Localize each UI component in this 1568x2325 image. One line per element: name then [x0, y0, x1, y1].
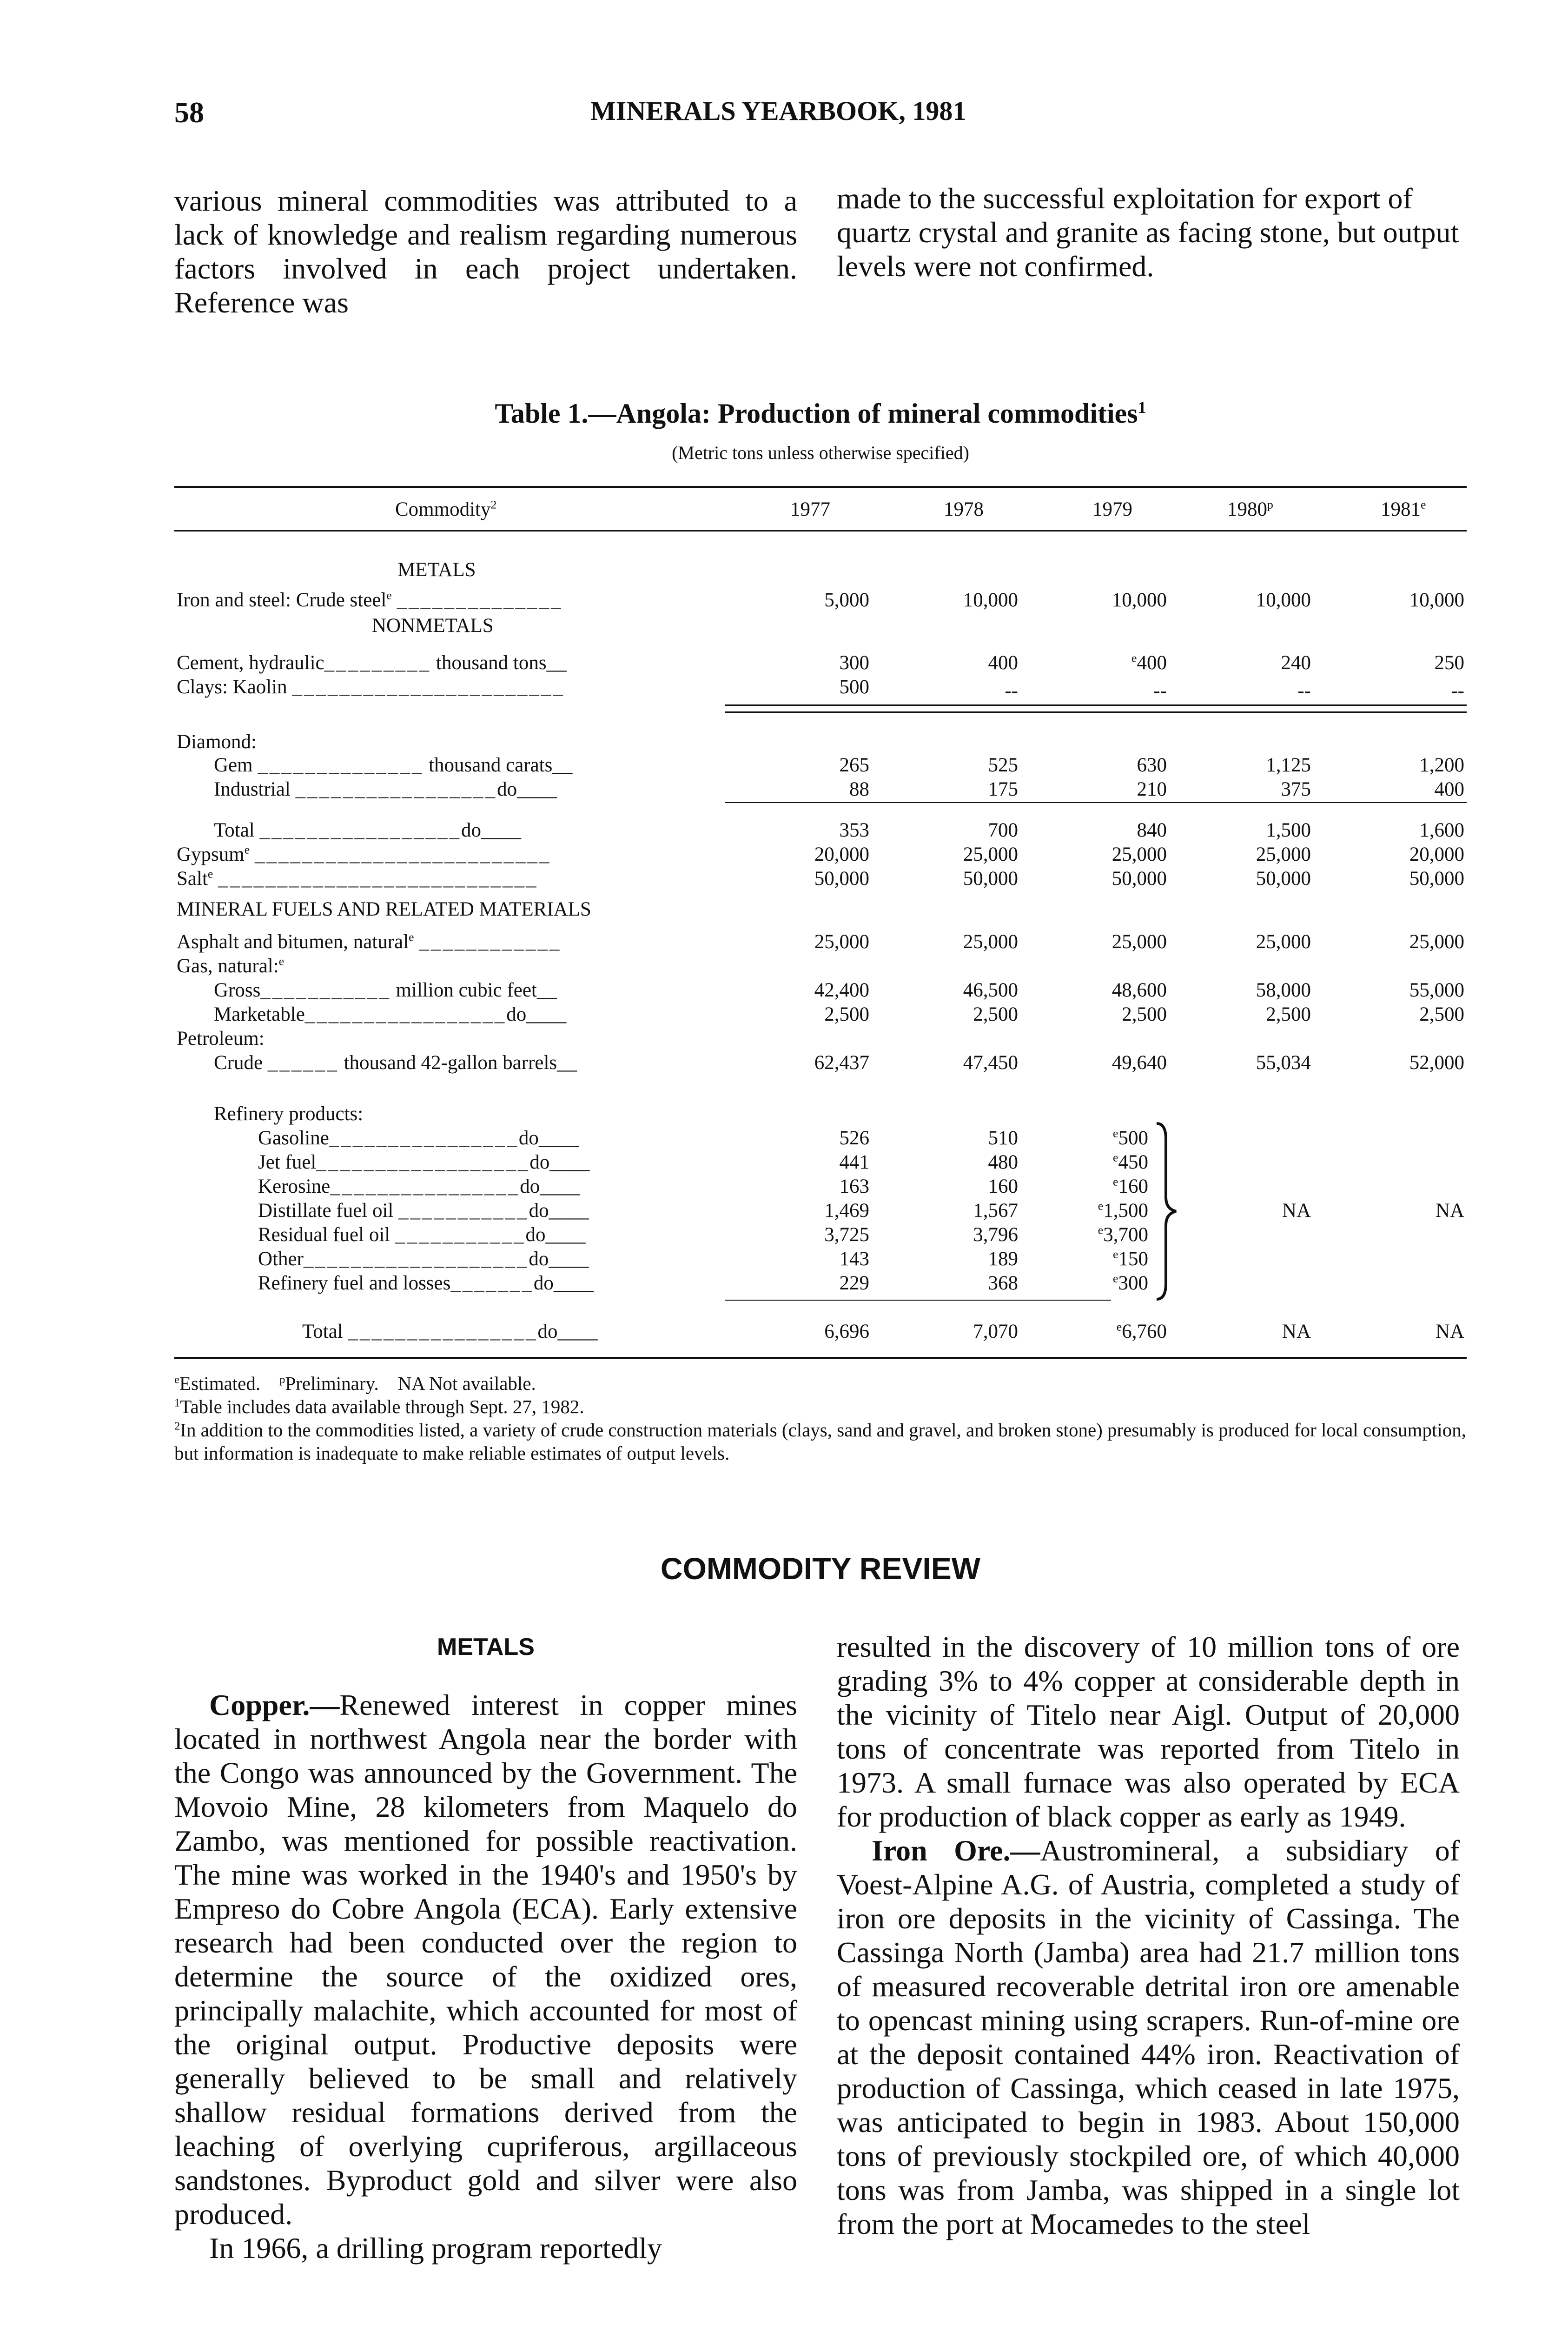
- salt-1979: 50,000: [1111, 868, 1167, 890]
- iron-1979: 10,000: [1111, 589, 1167, 611]
- asphalt-1981: 25,000: [1409, 931, 1464, 953]
- diamond-total-1977: 353: [839, 819, 869, 841]
- product-label: Refinery fuel and losses_______do____: [258, 1272, 594, 1294]
- table-top-rule: [174, 486, 1467, 488]
- product-1978: 189: [988, 1248, 1018, 1270]
- heading-metals: METALS: [397, 559, 476, 581]
- row-marketable-label: Marketable_________________do____: [214, 1003, 567, 1025]
- products-1981-na: NA: [1435, 1200, 1464, 1222]
- gem-1979: 630: [1137, 754, 1167, 776]
- col-header-1979: 1979: [1092, 498, 1132, 520]
- product-1978: 3,796: [973, 1224, 1018, 1246]
- gypsum-1980: 25,000: [1256, 844, 1311, 865]
- clays-1979: --: [1153, 680, 1167, 702]
- copper-continued: resulted in the discovery of 10 million tons of ore grading 3% to 4% copper at considerable depth in the vicinity of Titelo near Aigl. Output of 20,000 tons of concentrate was reported from Titelo in 1973. A small furnace was also operated by ECA for production of black copper as early as 1949.: [837, 1630, 1460, 1833]
- col-header-commodity: Commodity$^2$: [395, 498, 497, 520]
- iron-1978: 10,000: [963, 589, 1018, 611]
- review-right-column: [837, 1630, 1460, 2241]
- product-1977: 3,725: [824, 1224, 869, 1246]
- gross-1981: 55,000: [1409, 979, 1464, 1001]
- intro-left-column: [174, 184, 797, 319]
- heading-fuels: MINERAL FUELS AND RELATED MATERIALS: [177, 898, 591, 920]
- product-1978: 160: [988, 1176, 1018, 1197]
- gross-1977: 42,400: [814, 979, 869, 1001]
- product-1979: $^e$3,700: [1098, 1223, 1148, 1246]
- iron-1977: 5,000: [824, 589, 869, 611]
- cement-1977: 300: [839, 652, 869, 674]
- col-header-1978: 1978: [944, 498, 984, 520]
- clays-1977: 500: [839, 676, 869, 698]
- cement-1980: 240: [1281, 652, 1311, 674]
- table-title-text: Table 1.—Angola: Production of mineral commodities: [495, 398, 1138, 429]
- diamond-total-1979: 840: [1137, 819, 1167, 841]
- diamond-total-1978: 700: [988, 819, 1018, 841]
- col-header-1981: 1981e: [1381, 498, 1426, 520]
- refinery-total-1980: NA: [1282, 1321, 1311, 1342]
- marketable-1978: 2,500: [973, 1003, 1018, 1025]
- product-1979: $^e$160: [1113, 1175, 1148, 1197]
- row-crude-label: Crude ______ thousand 42-gallon barrels__: [214, 1052, 577, 1074]
- iron-ore-runin: Iron Ore.—: [872, 1834, 1040, 1867]
- product-1979: $^e$150: [1113, 1247, 1148, 1270]
- col-header-1980: 1980$^p$: [1227, 498, 1273, 520]
- industrial-1978: 175: [988, 778, 1018, 800]
- footnote-1: $^1$Table includes data available through Sept. 27, 1982.: [174, 1396, 584, 1417]
- table-title: [174, 398, 1467, 430]
- gem-1977: 265: [839, 754, 869, 776]
- products-1980-na: NA: [1282, 1200, 1311, 1222]
- product-1978: 368: [988, 1272, 1018, 1294]
- crude-1980: 55,034: [1256, 1052, 1311, 1074]
- diamond-subtotal-rule: [725, 802, 1467, 803]
- product-label: Kerosine________________do____: [258, 1176, 580, 1197]
- row-gem-label: Gem ______________ thousand carats__: [214, 754, 573, 776]
- col-header-1977: 1977: [790, 498, 830, 520]
- clays-1980: --: [1297, 680, 1311, 702]
- product-1979: $^e$450: [1113, 1150, 1148, 1173]
- product-1977: 1,469: [824, 1200, 869, 1222]
- iron-1980: 10,000: [1256, 589, 1311, 611]
- salt-1977: 50,000: [814, 868, 869, 890]
- product-1978: 510: [988, 1127, 1018, 1149]
- asphalt-1978: 25,000: [963, 931, 1018, 953]
- product-1977: 143: [839, 1248, 869, 1270]
- industrial-1980: 375: [1281, 778, 1311, 800]
- row-petroleum-label: Petroleum:: [177, 1028, 265, 1050]
- marketable-1977: 2,500: [824, 1003, 869, 1025]
- product-1979: $^e$500: [1113, 1126, 1148, 1149]
- product-1979: $^e$300: [1113, 1271, 1148, 1294]
- salt-1980: 50,000: [1256, 868, 1311, 890]
- page-number: 58: [174, 96, 204, 129]
- section-title-commodity-review: COMMODITY REVIEW: [660, 1551, 981, 1586]
- crude-1981: 52,000: [1409, 1052, 1464, 1074]
- gross-1979: 48,600: [1111, 979, 1167, 1001]
- gross-1980: 58,000: [1256, 979, 1311, 1001]
- product-1979: $^e$1,500: [1098, 1199, 1148, 1222]
- iron-ore-paragraph: Iron Ore.—Austromineral, a subsidiary of Voest-Alpine A.G. of Austria, completed a study of iron ore deposits in the vicinity of Cassinga. The Cassinga North (Jamba) area had 21.7 million tons of measured recoverable detrital iron ore amenable to opencast mining using scrapers. Run-of-mine ore at the deposit contained 44% iron. Reactivation of production of Cassinga, which ceased in late 1975, was anticipated to begin in 1983. About 150,000 tons of previously stockpiled ore, of which 40,000 tons was from Jamba, was shipped in a single lot from the port at Mocamedes to the steel: [837, 1834, 1460, 2240]
- product-label: Residual fuel oil ___________do____: [258, 1224, 586, 1246]
- row-gross-label: Gross___________ million cubic feet__: [214, 979, 557, 1001]
- row-gas-label: Gas, natural:$^e$: [177, 954, 284, 977]
- clays-1981: --: [1451, 680, 1464, 702]
- row-asphalt-label: Asphalt and bitumen, natural$^e$ ____________: [177, 930, 562, 953]
- diamond-total-1980: 1,500: [1266, 819, 1311, 841]
- gypsum-1978: 25,000: [963, 844, 1018, 865]
- copper-paragraph: Copper.—Renewed interest in copper mines located in northwest Angola near the border with the Congo was announced by the Government. The Movoio Mine, 28 kilometers from Maquelo do Zambo, was mentioned for possible reactivation. The mine was worked in the 1940's and 1950's by Empreso do Cobre Angola (ECA). Early extensive research had been conducted over the region to determine the source of the oxidized ores, principally malachite, which accounted for most of the original output. Productive deposits were generally believed to be small and relatively shallow residual formations derived from the leaching of overlying cupriferous, argillaceous sandstones. Byproduct gold and silver were also produced.: [174, 1688, 797, 2231]
- row-salt-label: Salt$^e$ ___________________________: [177, 867, 538, 890]
- intro-left-text: various mineral commodities was attributed to a lack of knowledge and realism regarding numerous factors involved in each project undertaken. Reference was: [174, 184, 797, 319]
- asphalt-1977: 25,000: [814, 931, 869, 953]
- product-1977: 229: [839, 1272, 869, 1294]
- gem-1981: 1,200: [1419, 754, 1464, 776]
- table-header-rule: [174, 530, 1467, 531]
- clays-1978: --: [1005, 680, 1018, 702]
- heading-nonmetals: NONMETALS: [372, 615, 494, 637]
- crude-1979: 49,640: [1111, 1052, 1167, 1074]
- row-clays-label: Clays: Kaolin _______________________: [177, 676, 565, 698]
- product-1977: 163: [839, 1176, 869, 1197]
- running-title: MINERALS YEARBOOK, 1981: [590, 96, 966, 126]
- industrial-1981: 400: [1434, 778, 1464, 800]
- industrial-1977: 88: [849, 778, 869, 800]
- cement-1981: 250: [1434, 652, 1464, 674]
- refinery-total-1978: 7,070: [973, 1321, 1018, 1342]
- diamond-total-1981: 1,600: [1419, 819, 1464, 841]
- cement-1978: 400: [988, 652, 1018, 674]
- copper-paragraph-2: In 1966, a drilling program reportedly: [209, 2232, 662, 2265]
- marketable-1979: 2,500: [1122, 1003, 1167, 1025]
- gypsum-1981: 20,000: [1409, 844, 1464, 865]
- row-gypsum-label: Gypsum$^e$ _________________________: [177, 843, 551, 865]
- iron-1981: 10,000: [1409, 589, 1464, 611]
- asphalt-1980: 25,000: [1256, 931, 1311, 953]
- refinery-total-1981: NA: [1435, 1321, 1464, 1342]
- review-left-column: [174, 1688, 797, 2265]
- row-diamond-label: Diamond:: [177, 731, 257, 753]
- refinery-total-1977: 6,696: [824, 1321, 869, 1342]
- salt-1981: 50,000: [1409, 868, 1464, 890]
- refinery-total-1979: $^e$6,760: [1116, 1320, 1167, 1342]
- double-rule-bottom: [725, 711, 1467, 713]
- product-label: Other___________________do____: [258, 1248, 589, 1270]
- gross-1978: 46,500: [963, 979, 1018, 1001]
- footnote-2: $^2$In addition to the commodities listed, a variety of crude construction materials (clays, sand and gravel, and broken stone) presumably is produced for local consumption, but information is inadequate to make reliable estimates of output levels.: [174, 1419, 1467, 1464]
- row-refinery-total-label: Total ________________do____: [302, 1321, 598, 1342]
- double-rule-top: [725, 704, 1467, 706]
- footnote-legend: $^e$Estimated. $^p$Preliminary. NA Not available.: [174, 1373, 536, 1394]
- table-subtitle: (Metric tons unless otherwise specified): [672, 442, 969, 463]
- table-bottom-rule: [174, 1357, 1467, 1359]
- product-label: Distillate fuel oil ___________do____: [258, 1200, 589, 1222]
- marketable-1981: 2,500: [1419, 1003, 1464, 1025]
- row-refinery-label: Refinery products:: [214, 1103, 364, 1125]
- product-label: Gasoline________________do____: [258, 1127, 579, 1149]
- refinery-subtotal-rule: [725, 1300, 1111, 1301]
- copper-runin: Copper.—: [209, 1688, 340, 1721]
- table-title-sup: 1: [1138, 398, 1146, 417]
- table-footnotes: [174, 1372, 1467, 1465]
- row-iron-label: Iron and steel: Crude steel$^e$ ______________: [177, 588, 563, 611]
- industrial-1979: 210: [1137, 778, 1167, 800]
- crude-1978: 47,450: [963, 1052, 1018, 1074]
- row-diamond-total-label: Total _________________do____: [214, 819, 521, 841]
- gem-1980: 1,125: [1266, 754, 1311, 776]
- intro-right-text: made to the successful exploitation for export of quartz crystal and granite as facing stone, but output levels were not confirmed.: [837, 182, 1459, 283]
- row-industrial-label: Industrial _________________do____: [214, 778, 557, 800]
- gypsum-1977: 20,000: [814, 844, 869, 865]
- crude-1977: 62,437: [814, 1052, 869, 1074]
- product-1977: 441: [839, 1151, 869, 1173]
- asphalt-1979: 25,000: [1111, 931, 1167, 953]
- subsection-metals: METALS: [437, 1634, 535, 1661]
- product-1978: 480: [988, 1151, 1018, 1173]
- intro-right-column: [837, 181, 1460, 283]
- salt-1978: 50,000: [963, 868, 1018, 890]
- row-cement-label: Cement, hydraulic_________ thousand tons__: [177, 652, 567, 674]
- marketable-1980: 2,500: [1266, 1003, 1311, 1025]
- gypsum-1979: 25,000: [1111, 844, 1167, 865]
- product-label: Jet fuel__________________do____: [258, 1151, 590, 1173]
- product-1977: 526: [839, 1127, 869, 1149]
- gem-1978: 525: [988, 754, 1018, 776]
- cement-1979: $^e$400: [1131, 651, 1167, 674]
- product-1978: 1,567: [973, 1200, 1018, 1222]
